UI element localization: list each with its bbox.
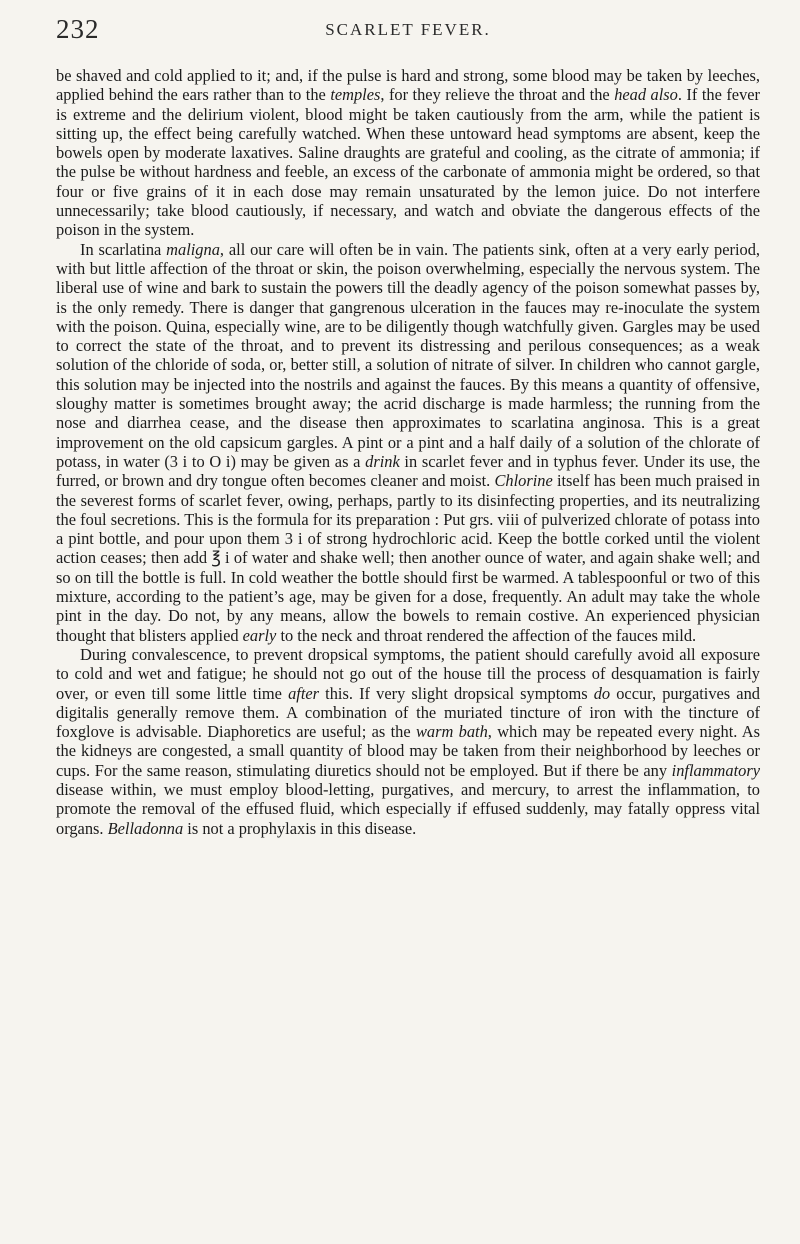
text-run: In scarlatina <box>80 239 167 259</box>
italic-text: do <box>593 683 611 703</box>
text-run: occur, purgatives and digitalis generally remove them. A combination of the muriated tincture of iron with the tincture of foxglove is advisable. Diaphoretics are useful; as the <box>56 683 760 742</box>
italic-text: after <box>288 683 320 703</box>
italic-text: drink <box>365 451 400 471</box>
paragraph <box>56 240 760 645</box>
body-text <box>56 66 760 838</box>
running-head <box>56 14 760 54</box>
italic-text: Belladonna <box>107 818 184 838</box>
italic-text: early <box>242 625 277 645</box>
italic-text: temples <box>330 85 381 105</box>
text-run: , which may be repeated every night. As the kidneys are congested, a small quantity of blood may be taken from their neighborhood by leeches or cups. For the same reason, stimulating diuretics should not be employed. But if there be any <box>56 722 760 780</box>
text-run: in scarlet fever and in typhus fever. Under its use, the furred, or brown and dry tongue often becomes cleaner and moist. <box>56 451 760 491</box>
text-run: , for they relieve the throat and the <box>380 85 615 105</box>
italic-text: inflammatory <box>671 760 760 780</box>
text-run: disease within, we must employ blood-letting, purgatives, and mercury, to arrest the inflammation, to promote the removal of the effused fluid, which especially if effused suddenly, may fatally oppress vital organs. <box>56 779 760 838</box>
text-run: be shaved and cold applied to it; and, if the pulse is hard and strong, some blood may be taken by leeches, applied behind the ears rather than to the <box>56 66 760 105</box>
running-title: SCARLET FEVER. <box>325 20 491 39</box>
text-run: . If the fever is extreme and the delirium violent, blood might be taken cautiously from the arm, while the patient is sitting up, the effect being carefully watched. When these untoward head symptoms are absent, keep the bowels open by moderate laxatives. Saline draughts are grateful and cooling, as the citrate of ammonia; if the pulse be without hardness and feeble, an excess of the carbonate of ammonia might be ordered, so that four or five grains of it in each dose may remain unsaturated by the lemon juice. Do not interfere unnecessarily; take blood cautiously, if necessary, and watch and obviate the dangerous effects of the poison in the system. <box>56 85 760 240</box>
text-run: , all our care will often be in vain. The patients sink, often at a very early period, with but little affection of the throat or skin, the poison overwhelming, especially the nervous system. The liberal use of wine and bark to sustain the powers till the deadly agency of the poison somewhat passes by, is the only remedy. There is danger that gangrenous ulceration in the fauces may re-inoculate the system with the poison. Quina, especially wine, are to be diligently though watchfully given. Gargles may be used to correct the state of the throat, and to prevent its distressing and perilous consequences; as a weak solution of the chloride of soda, or, better still, a solution of nitrate of silver. In children who cannot gargle, this solution may be injected into the nostrils and against the fauces. By this means a quantity of offensive, sloughy matter is sometimes brought away; the acrid discharge is made harmless; the running from the nose and diarrhea cease, and the disease then approximates to scarlatina anginosa. This is a great improvement on the old capsicum gargles. A pint or a pint and a half daily of a solution of the chlorate of potass, in water (3 i to O i) may be given as a <box>56 239 760 471</box>
page-number: 232 <box>56 14 100 44</box>
text-run: is not a prophylaxis in this disease. <box>183 818 417 838</box>
text-run: During convalescence, to prevent dropsical symptoms, the patient should carefully avoid all exposure to cold and wet and fatigue; he should not go out of the house till the process of desquamation is fairly over, or even till some little time <box>56 644 760 703</box>
text-run: to the neck and throat rendered the affection of the fauces mild. <box>276 625 697 645</box>
italic-text: maligna <box>166 239 220 259</box>
italic-text: Chlorine <box>494 471 553 491</box>
italic-text: warm bath <box>415 722 488 742</box>
paragraph <box>56 645 760 838</box>
paragraph <box>56 66 760 240</box>
text-run: itself has been much praised in the severest forms of scarlet fever, owing, perhaps, partly to its disinfecting properties, and its neutralizing the foul secretions. This is the formula for its preparation : Put grs. viii of pulverized chlorate of potass into a pint bottle, and pour upon them 3 i of strong hydrochloric acid. Keep the bottle corked until the violent action ceases; then add ℥ i of water and shake well; then another ounce of water, and again shake well; and so on till the bottle is full. In cold weather the bottle should first be warmed. A tablespoonful or two of this mixture, according to the patient’s age, may be given for a dose, frequently. An adult may take the whole pint in the day. Do not, by any means, allow the bowels to remain costive. An experienced physician thought that blisters applied <box>56 471 760 645</box>
text-run: this. If very slight dropsical symptoms <box>319 683 594 703</box>
italic-text: head also <box>614 85 678 105</box>
